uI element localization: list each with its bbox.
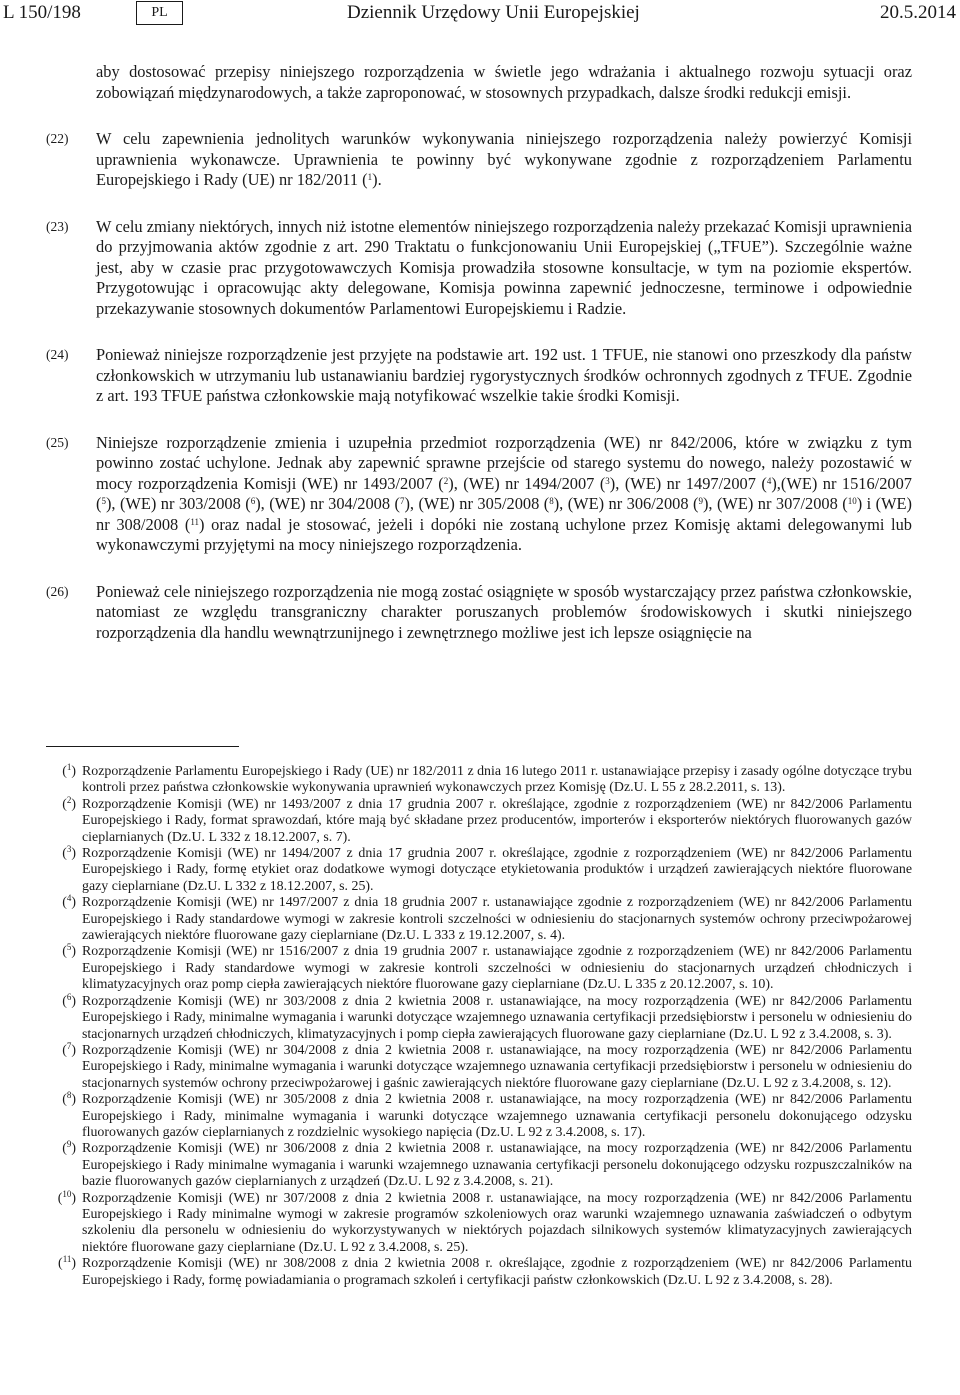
footnote-4	[46, 895, 912, 944]
recital-text: W celu zmiany niektórych, innych niż istotne elementów niniejszego rozporządzenia należy przekazać Komisji uprawnienia do przyjmowania aktów zgodnie z art. 290 Traktatu o funkcjonowaniu Unii Europejskiej („TFUE”). Szczególnie ważne jest, aby w czasie prac przygotowawczych Komisja prowadziła stosowne konsultacje, w tym na poziomie ekspertów. Przygotowując i opracowując akty delegowane, Komisja powinna zapewnić jednoczesne, terminowe i odpowiednie przekazywanie stosownych dokumentów Parlamentowi Europejskiemu i Radzie.	[96, 216, 912, 318]
recital-26	[46, 582, 912, 644]
footnote-number: ($^{11}$)	[58, 1254, 76, 1272]
recital-text: Niniejsze rozporządzenie zmienia i uzupełnia przedmiot rozporządzenia (WE) nr 842/2006, które w związku z tym powinno zostać uchylone. Jednak aby zapewnić sprawne przejście od starego systemu do nowego, należy pozostawić w mocy rozporządzenia Komisji (WE) nr 1493/2007 ($^2$), (WE) nr 1494/2007 ($^3$), (WE) nr 1497/2007 ($^4$),(WE) nr 1516/2007 ($^5$), (WE) nr 303/2008 ($^6$), (WE) nr 304/2008 ($^7$), (WE) nr 305/2008 ($^8$), (WE) nr 306/2008 ($^9$), (WE) nr 307/2008 ($^{10}$) i (WE) nr 308/2008 ($^{11}$) oraz nadal je stosować, jeżeli i dopóki nie zostaną uchylone przez Komisję aktami delegowanymi lub wykonawczymi przyjętymi na mocy niniejszego rozporządzenia.	[96, 432, 913, 554]
footnote-text: Rozporządzenie Komisji (WE) nr 304/2008 z dnia 2 kwietnia 2008 r. ustanawiające, na mocy rozporządzenia (WE) nr 842/2006 Parlamentu Europejskiego i Rady, minimalne wymagania i warunki dotyczące wzajemnego uznawania certyfikacji przedsiębiorstw i personelu w odniesieniu do stacjonarnych systemów ochrony przeciwpożarowej i gaśnic zawierających niektóre fluorowane gazy cieplarniane (Dz.U. L 92 z 3.4.2008, s. 12).	[82, 1042, 912, 1091]
footnote-text: Rozporządzenie Komisji (WE) nr 306/2008 z dnia 2 kwietnia 2008 r. ustanawiające, na mocy rozporządzenia (WE) nr 842/2006 Parlamentu Europejskiego i Rady minimalne wymagania i warunki wzajemnego uznawania certyfikacji personelu dokonującego odzysku rozpuszczalników na bazie fluorowanych gazów cieplarnianych z urządzeń (Dz.U. L 92 z 3.4.2008, s. 21).	[82, 1141, 912, 1190]
footnote-number: ($^6$)	[62, 991, 76, 1009]
recital-23	[46, 217, 912, 320]
footnotes	[46, 764, 912, 1289]
footnote-number: ($^2$)	[62, 794, 76, 812]
footnote-7	[46, 1040, 912, 1092]
footnote-number: ($^8$)	[62, 1090, 76, 1108]
footnote-3	[46, 846, 912, 895]
footnote-ref[interactable]: 8	[549, 496, 554, 506]
publication-date: 20.5.2014	[880, 2, 956, 23]
footnote-text: Rozporządzenie Komisji (WE) nr 303/2008 z dnia 2 kwietnia 2008 r. ustanawiające, na mocy rozporządzenia (WE) nr 842/2006 Parlamentu Europejskiego i Rady, minimalne wymagania i warunki dotyczące wzajemnego uznawania certyfikacji przedsiębiorstw i personelu w odniesieniu do stacjonarnych urządzeń chłodniczych, klimatyzacyjnych i pomp ciepła zawierających fluorowane gazy cieplarniane (Dz.U. L 92 z 3.4.2008, s. 3).	[82, 993, 912, 1042]
footnote-6	[46, 991, 912, 1043]
footnote-number: ($^3$)	[62, 844, 76, 862]
recital-number: (22)	[46, 131, 69, 146]
journal-title: Dziennik Urzędowy Unii Europejskiej	[347, 2, 640, 23]
footnote-ref[interactable]: 5	[101, 496, 106, 506]
footnote-number: ($^9$)	[62, 1139, 76, 1157]
footnote-number: ($^7$)	[62, 1040, 76, 1058]
footnote-ref[interactable]: 7	[399, 496, 405, 506]
footnote-9	[46, 1141, 912, 1190]
footnote-5	[46, 944, 912, 993]
footnote-ref[interactable]: 11	[190, 516, 200, 527]
footnote-ref[interactable]: 3	[605, 475, 610, 486]
footnote-text: Rozporządzenie Komisji (WE) nr 1497/2007 z dnia 18 grudnia 2007 r. ustanawiające zgodnie z rozporządzeniem (WE) nr 842/2006 Parlamentu Europejskiego i Rady standardowe wymogi w zakresie kontroli szczelności w odniesieniu do stacjonarnych systemów ochrony przeciwpożarowej zawierających niektóre fluorowane gazy cieplarniane (Dz.U. L 333 z 19.12.2007, s. 4).	[82, 895, 912, 944]
footnote-text: Rozporządzenie Parlamentu Europejskiego i Rady (UE) nr 182/2011 z dnia 16 lutego 2011 r. ustanawiające przepisy i zasady ogólne dotyczące trybu kontroli przez państwa członkowskie wykonywania uprawnień wykonawczych przez Komisję (Dz.U. L 55 z 28.2.2011, s. 13).	[82, 764, 912, 796]
footnote-ref[interactable]: 1	[367, 172, 373, 182]
footnote-number: ($^5$)	[62, 942, 76, 960]
recital-number: (25)	[46, 434, 69, 450]
page-header	[0, 0, 960, 34]
recital-24	[46, 345, 912, 407]
recital-text: Ponieważ niniejsze rozporządzenie jest przyjęte na podstawie art. 192 ust. 1 TFUE, nie stanowi ono przeszkody dla państw członkowskich w utrzymaniu lub ustanawianiu bardziej rygorystycznych środków ochronnych zgodnych z TFUE. Zgodnie z art. 193 TFUE państwa członkowskie mają notyfikować wszelkie takie środki Komisji.	[96, 345, 912, 405]
footnote-separator	[46, 746, 239, 747]
footnote-11	[46, 1256, 912, 1289]
footnote-text: Rozporządzenie Komisji (WE) nr 1516/2007 z dnia 19 grudnia 2007 r. ustanawiające zgodnie z rozporządzeniem (WE) nr 842/2006 Parlamentu Europejskiego i Rady standardowe wymogi w zakresie kontroli szczelności w odniesieniu do stacjonarnych urządzeń chłodniczych i klimatyzacyjnych oraz pomp ciepła zawierających niektóre fluorowane gazy cieplarniane (Dz.U. L 335 z 20.12.2007, s. 10).	[82, 944, 912, 993]
footnote-10	[46, 1188, 912, 1257]
oj-reference: L 150/198	[3, 2, 81, 23]
footnote-number: ($^1$)	[62, 762, 76, 779]
footnote-text: Rozporządzenie Komisji (WE) nr 307/2008 z dnia 2 kwietnia 2008 r. ustanawiające, na mocy rozporządzenia (WE) nr 842/2006 Parlamentu Europejskiego i Rady minimalne wymogi w zakresie programów szkoleniowych oraz warunki wzajemnego uznawania zaświadczeń o odbytym szkoleniu dla personelu w odniesieniu do wykorzystywanych w niektórych pojazdach silnikowych systemów klimatyzacyjnych zawierających niektóre fluorowane gazy cieplarniane (Dz.U. L 92 z 3.4.2008, s. 25).	[82, 1190, 912, 1255]
footnote-2	[46, 794, 912, 846]
continued-paragraph: aby dostosować przepisy niniejszego rozporządzenia w świetle jego wdrażania i aktualnego rozwoju sytuacji oraz zobowiązań międzynarodowych, a także zaproponować, w stosownych przypadkach, dalsze środki redukcji emisji.	[96, 62, 912, 102]
recital-number: (26)	[46, 583, 69, 599]
footnote-text: Rozporządzenie Komisji (WE) nr 1494/2007 z dnia 17 grudnia 2007 r. określające, zgodnie z rozporządzeniem (WE) nr 842/2006 Parlamentu Europejskiego i Rady, formę etykiet oraz dodatkowe wymogi dotyczące etykietowania produktów i urządzeń zawierających niektóre fluorowane gazy cieplarniane (Dz.U. L 332 z 18.12.2007, s. 25).	[82, 846, 912, 894]
recital-25	[46, 433, 912, 556]
recital-22	[46, 129, 912, 191]
footnote-number: ($^4$)	[62, 893, 76, 911]
footnote-8	[46, 1092, 912, 1141]
footnote-ref[interactable]: 10	[847, 496, 857, 506]
recital-number: (24)	[46, 347, 69, 362]
recitals-body	[46, 62, 912, 643]
language-badge: PL	[136, 1, 183, 25]
footnote-ref[interactable]: 2	[443, 475, 449, 486]
footnote-ref[interactable]: 4	[766, 475, 772, 486]
footnote-text: Rozporządzenie Komisji (WE) nr 305/2008 z dnia 2 kwietnia 2008 r. ustanawiające, na mocy rozporządzenia (WE) nr 842/2006 Parlamentu Europejskiego i Rady, minimalne wymagania i warunki dotyczące wzajemnego uznawania certyfikacji personelu dokonującego odzysku fluorowanych gazów cieplarnianych z rozdzielnic wysokiego napięcia (Dz.U. L 92 z 3.4.2008, s. 17).	[82, 1092, 912, 1140]
recital-text: W celu zapewnienia jednolitych warunków wykonywania niniejszego rozporządzenia należy powierzyć Komisji uprawnienia wykonawcze. Uprawnienia te powinny być wykonywane zgodnie z rozporządzeniem Parlamentu Europejskiego i Rady (UE) nr 182/2011 ($^1$).	[96, 129, 912, 189]
footnote-number: ($^{10}$)	[57, 1188, 76, 1206]
footnote-1	[46, 764, 912, 797]
footnote-ref[interactable]: 6	[250, 496, 256, 506]
footnote-text: Rozporządzenie Komisji (WE) nr 308/2008 z dnia 2 kwietnia 2008 r. określające, zgodnie z rozporządzeniem (WE) nr 842/2006 Parlamentu Europejskiego i Rady, formę powiadamiania o programach szkoleń i certyfikacji państw członkowskich (Dz.U. L 92 z 3.4.2008, s. 28).	[82, 1256, 912, 1288]
recital-number: (23)	[46, 218, 69, 234]
footnote-ref[interactable]: 9	[698, 496, 703, 506]
recital-text: Ponieważ cele niniejszego rozporządzenia nie mogą zostać osiągnięte w sposób wystarczający przez państwa członkowskie, natomiast ze względu transgraniczny charakter poruszanych problemów środowiskowych i skutki niniejszego rozporządzenia dla handlu wewnątrzunijnego i zewnętrznego możliwe jest ich lepsze osiągnięcie na	[96, 581, 912, 642]
footnote-text: Rozporządzenie Komisji (WE) nr 1493/2007 z dnia 17 grudnia 2007 r. określające, zgodnie z rozporządzeniem (WE) nr 842/2006 Parlamentu Europejskiego i Rady, format sprawozdań, które mają być składane przez producentów, importerów i eksporterów niektórych fluorowanych gazów cieplarnianych (Dz.U. L 332 z 18.12.2007, s. 7).	[82, 796, 912, 845]
